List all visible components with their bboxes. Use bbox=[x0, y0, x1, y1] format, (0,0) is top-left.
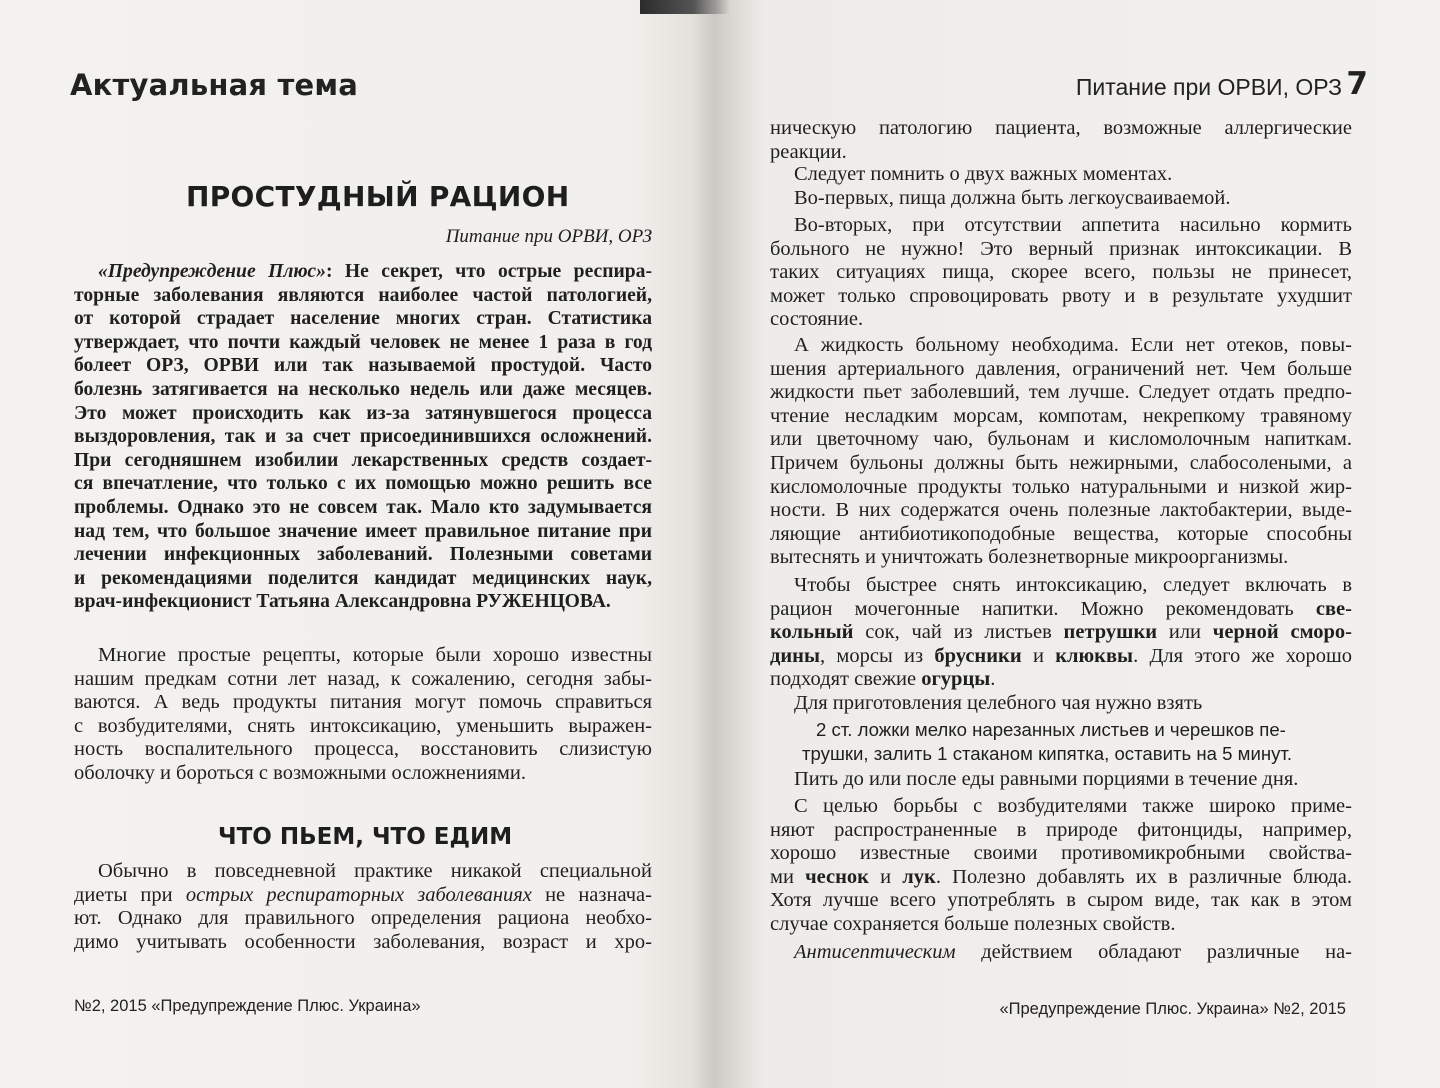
lead-line: выздоровления, так и за счет присоединившихся осложнений. bbox=[74, 426, 652, 448]
body-line: ности. В них содержатся очень полезные лактобактерии, выде- bbox=[770, 499, 1352, 522]
body-line: случае сохраняется больше полезных свойств. bbox=[770, 912, 1176, 935]
recipe-box bbox=[802, 718, 1328, 765]
body-line: кисломолочные продукты только натуральными и низкой жир- bbox=[770, 475, 1352, 498]
body-line: реакции. bbox=[770, 140, 847, 163]
body-line: ют. Однако для правильного определения рациона необхо- bbox=[74, 907, 652, 930]
body-line: Многие простые рецепты, которые были хорошо известны bbox=[98, 644, 652, 666]
body-line: с возбудителями, снять интоксикацию, уменьшить выражен- bbox=[74, 714, 652, 737]
body-line: ническую патологию пациента, возможные аллергические bbox=[770, 117, 1352, 139]
body-line: димо учитывать особенности заболевания, возраст и хро- bbox=[74, 930, 652, 953]
lead-line: лечении инфекционных заболеваний. Полезными советами bbox=[74, 544, 652, 566]
page-number: 7 bbox=[1346, 66, 1368, 102]
lead-line: ся впечатление, что только с их помощью можно решить все bbox=[74, 473, 652, 495]
article-title: ПРОСТУДНЫЙ РАЦИОН bbox=[186, 180, 570, 213]
lead-line: «Предупреждение Плюс»: Не секрет, что острые респира- bbox=[98, 261, 652, 282]
body-line: Во-первых, пища должна быть легкоусваиваемой. bbox=[794, 186, 1231, 209]
body-line: подходят свежие огурцы. bbox=[770, 668, 996, 691]
body-line: дины, морсы из брусники и клюквы. Для этого же хорошо bbox=[770, 644, 1352, 667]
italic-phrase: острых респираторных заболеваниях bbox=[185, 883, 532, 906]
page-footer: №2, 2015 «Предупреждение Плюс. Украина» bbox=[74, 997, 421, 1015]
body-paragraph bbox=[770, 795, 1352, 937]
lead-paragraph bbox=[74, 260, 652, 614]
lead-line: над тем, что большое значение имеет правильное питание при bbox=[74, 520, 652, 542]
body-line: может только спровоцировать рвоту и в результате ухудшит bbox=[770, 284, 1352, 307]
lead-line: торные заболевания являются наиболее частой патологией, bbox=[74, 284, 652, 306]
body-line: ность воспалительного процесса, восстановить слизистую bbox=[74, 738, 652, 761]
body-paragraph bbox=[770, 768, 1352, 792]
body-line: больного не нужно! Это верный признак интоксикации. В bbox=[770, 237, 1352, 260]
lead-line: болезнь затягивается на несколько недель или даже месяцев. bbox=[74, 378, 652, 400]
body-paragraph bbox=[770, 574, 1352, 692]
body-line: С целью борьбы с возбудителями также широко приме- bbox=[794, 795, 1352, 817]
body-line: хорошо известные своими противомикробными свойства- bbox=[770, 842, 1352, 865]
lead-line: от которой страдает население многих стран. Статистика bbox=[74, 308, 652, 330]
body-line: кольный сок, чай из листьев петрушки или черной сморо- bbox=[770, 621, 1352, 644]
body-line: состояние. bbox=[770, 308, 864, 331]
lead-line: проблемы. Однако это не совсем так. Мало кто задумывается bbox=[74, 496, 652, 518]
lead-line: и рекомендациями поделится кандидат медицинских наук, bbox=[74, 567, 652, 589]
body-line: Хотя лучше всего употреблять в сыром виде, так как в этом bbox=[770, 889, 1352, 912]
body-paragraph bbox=[770, 214, 1352, 332]
body-line: Для приготовления целебного чая нужно взять bbox=[794, 692, 1203, 714]
body-line: нашим предкам сотни лет назад, к сожалению, сегодня забы- bbox=[74, 667, 652, 690]
body-line: ваются. А ведь продукты питания могут помочь справиться bbox=[74, 691, 652, 714]
body-paragraph bbox=[74, 644, 652, 786]
body-paragraph bbox=[770, 941, 1352, 965]
body-line: оболочку и бороться с возможными осложнениями. bbox=[74, 761, 526, 784]
left-page bbox=[0, 0, 708, 1088]
body-line: Антисептическим действием обладают различные на- bbox=[794, 941, 1352, 963]
body-line: ляющие антибиотикоподобные вещества, которые способны bbox=[770, 522, 1352, 545]
recipe-line: 2 ст. ложки мелко нарезанных листьев и черешков пе- bbox=[816, 719, 1286, 740]
body-paragraph bbox=[770, 334, 1352, 570]
body-line: Причем бульоны должны быть нежирными, слабосолеными, а bbox=[770, 451, 1352, 474]
lead-line: утверждает, что почти каждый человек не менее 1 раза в год bbox=[74, 331, 652, 353]
body-paragraph bbox=[770, 692, 1352, 716]
body-line: диеты при острых респираторных заболеваниях не назнача- bbox=[74, 883, 652, 906]
running-header: Питание при ОРВИ, ОРЗ bbox=[1075, 74, 1342, 100]
body-line: Чтобы быстрее снять интоксикацию, следует включать в bbox=[794, 574, 1352, 596]
lead-line: Это может происходить как из-за затянувшегося процесса bbox=[74, 402, 652, 424]
body-line: рацион мочегонные напитки. Можно рекомендовать све- bbox=[770, 597, 1352, 620]
article-subtitle: Питание при ОРВИ, ОРЗ bbox=[445, 226, 652, 247]
body-line: или цветочному чаю, бульонам и кисломолочным напиткам. bbox=[770, 428, 1352, 451]
lead-line: врач-инфекционист Татьяна Александровна РУЖЕНЦОВА. bbox=[74, 591, 611, 613]
body-line: Следует помнить о двух важных моментах. bbox=[794, 163, 1173, 185]
body-line: няют распространенные в природе фитонциды, например, bbox=[770, 818, 1352, 841]
body-paragraph bbox=[770, 117, 1352, 164]
body-paragraph bbox=[74, 860, 652, 954]
lead-line: При сегодняшнем изобилии лекарственных средств создает- bbox=[74, 449, 652, 471]
body-line: А жидкость больному необходима. Если нет отеков, повы- bbox=[794, 334, 1352, 356]
lead-line: болеет ОРЗ, ОРВИ или так называемой простудой. Часто bbox=[74, 355, 652, 377]
body-line: жидкости пьет заболевший, тем лучше. Следует отдать предпо- bbox=[770, 381, 1352, 404]
lead-source: «Предупреждение Плюс» bbox=[98, 261, 326, 282]
body-line: Обычно в повседневной практике никакой специальной bbox=[98, 860, 652, 882]
body-line: Во-вторых, при отсутствии аппетита насильно кормить bbox=[794, 214, 1352, 236]
body-line: ми чеснок и лук. Полезно добавлять их в различные блюда. bbox=[770, 865, 1352, 888]
body-paragraph bbox=[770, 163, 1352, 210]
body-line: шения артериального давления, ограничений нет. Чем больше bbox=[770, 357, 1352, 380]
page-footer: «Предупреждение Плюс. Украина» №2, 2015 bbox=[999, 1000, 1346, 1018]
section-header: Актуальная тема bbox=[70, 68, 359, 102]
right-page bbox=[712, 0, 1440, 1088]
body-line: вытеснять и уничтожать болезнетворные микроорганизмы. bbox=[770, 546, 1289, 569]
body-line: чтение несладким морсам, компотам, некрепкому травяному bbox=[770, 404, 1352, 427]
recipe-line: трушки, залить 1 стаканом кипятка, оставить на 5 минут. bbox=[802, 742, 1293, 764]
body-line: таких ситуациях пища, скорее всего, пользы не принесет, bbox=[770, 261, 1352, 284]
body-line: Пить до или после еды равными порциями в течение дня. bbox=[794, 768, 1299, 790]
section-heading: ЧТО ПЬЕМ, ЧТО ЕДИМ bbox=[218, 824, 513, 850]
